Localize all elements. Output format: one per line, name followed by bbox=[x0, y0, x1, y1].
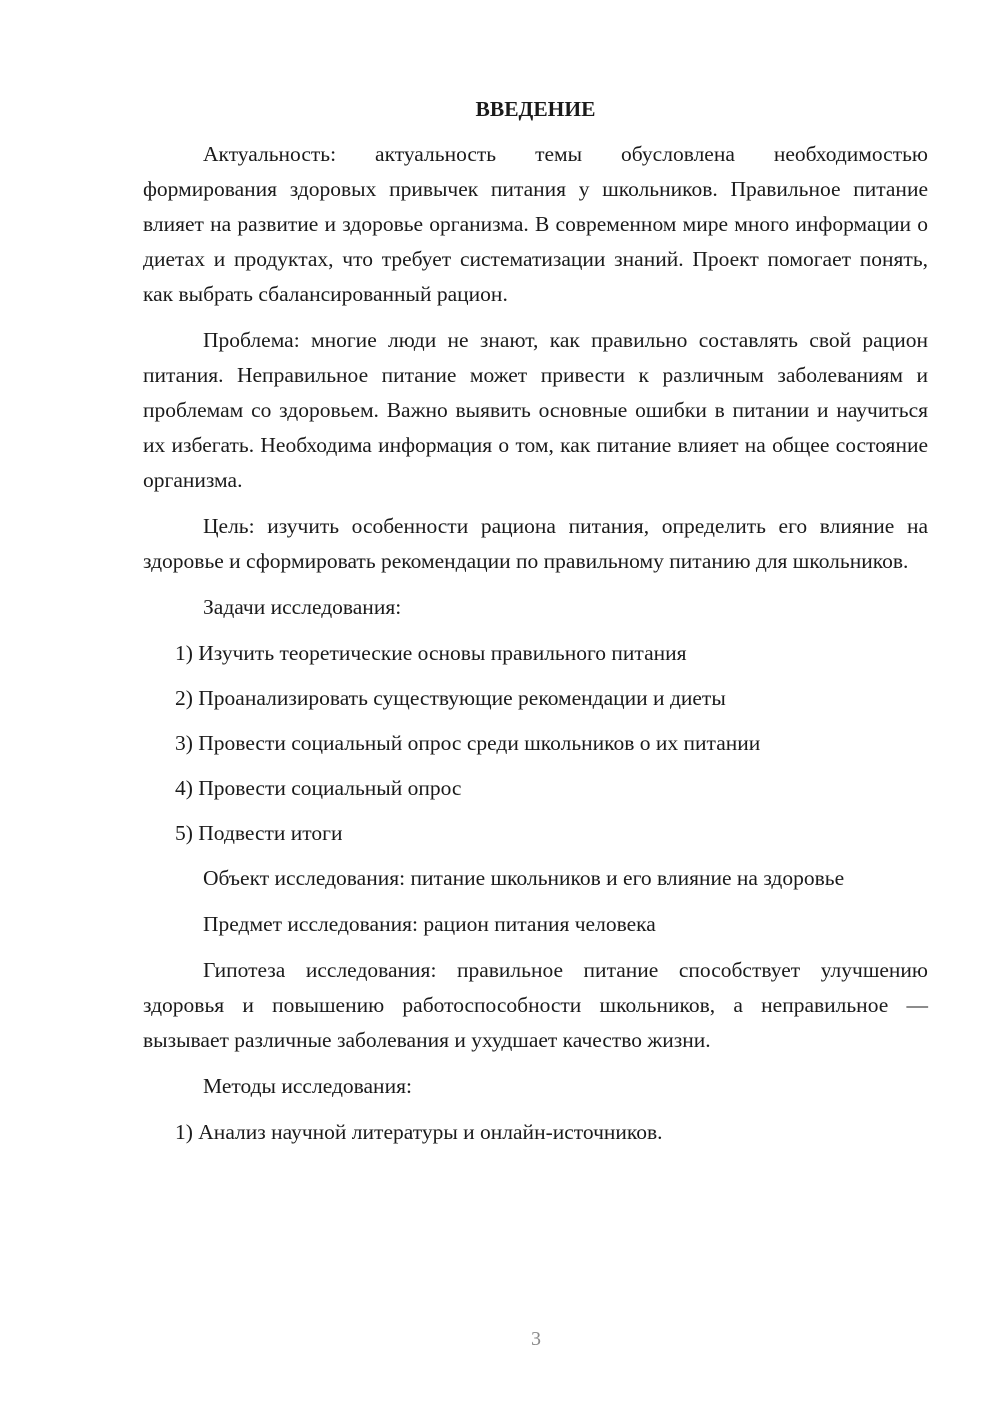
section-title: ВВЕДЕНИЕ bbox=[475, 97, 596, 121]
task-item: 5) Подвести итоги bbox=[175, 821, 343, 845]
subject-paragraph: Предмет исследования: рацион питания человека bbox=[203, 912, 656, 936]
document-page bbox=[143, 92, 928, 1160]
methods-heading: Методы исследования: bbox=[203, 1074, 412, 1098]
relevance-paragraph: Актуальность: актуальность темы обусловлена необходимостью формирования здоровых привычек питания у школьников. Правильное питание влияет на развитие и здоровье организма. В современном мире много информации о диетах и продуктах, что требует систематизации знаний. Проект помогает понять, как выбрать сбалансированный рацион. bbox=[143, 142, 928, 306]
task-item: 4) Провести социальный опрос bbox=[175, 776, 462, 800]
task-item: 1) Изучить теоретические основы правильного питания bbox=[175, 641, 687, 665]
problem-paragraph: Проблема: многие люди не знают, как правильно составлять свой рацион питания. Неправильное питание может привести к различным заболеваниям и проблемам со здоровьем. Важно выявить основные ошибки в питании и научиться их избегать. Необходима информация о том, как питание влияет на общее состояние организма. bbox=[143, 328, 928, 492]
task-item: 2) Проанализировать существующие рекомендации и диеты bbox=[175, 686, 726, 710]
object-paragraph: Объект исследования: питание школьников и его влияние на здоровье bbox=[203, 866, 845, 890]
method-item: 1) Анализ научной литературы и онлайн-источников. bbox=[175, 1120, 663, 1144]
task-item: 3) Провести социальный опрос среди школьников о их питании bbox=[175, 731, 761, 755]
hypothesis-paragraph: Гипотеза исследования: правильное питание способствует улучшению здоровья и повышению работоспособности школьников, а неправильное — вызывает различные заболевания и ухудшает качество жизни. bbox=[143, 958, 928, 1052]
page-number: 3 bbox=[531, 1328, 541, 1350]
tasks-heading: Задачи исследования: bbox=[203, 595, 402, 619]
goal-paragraph: Цель: изучить особенности рациона питания, определить его влияние на здоровье и сформировать рекомендации по правильному питанию для школьников. bbox=[143, 514, 928, 573]
